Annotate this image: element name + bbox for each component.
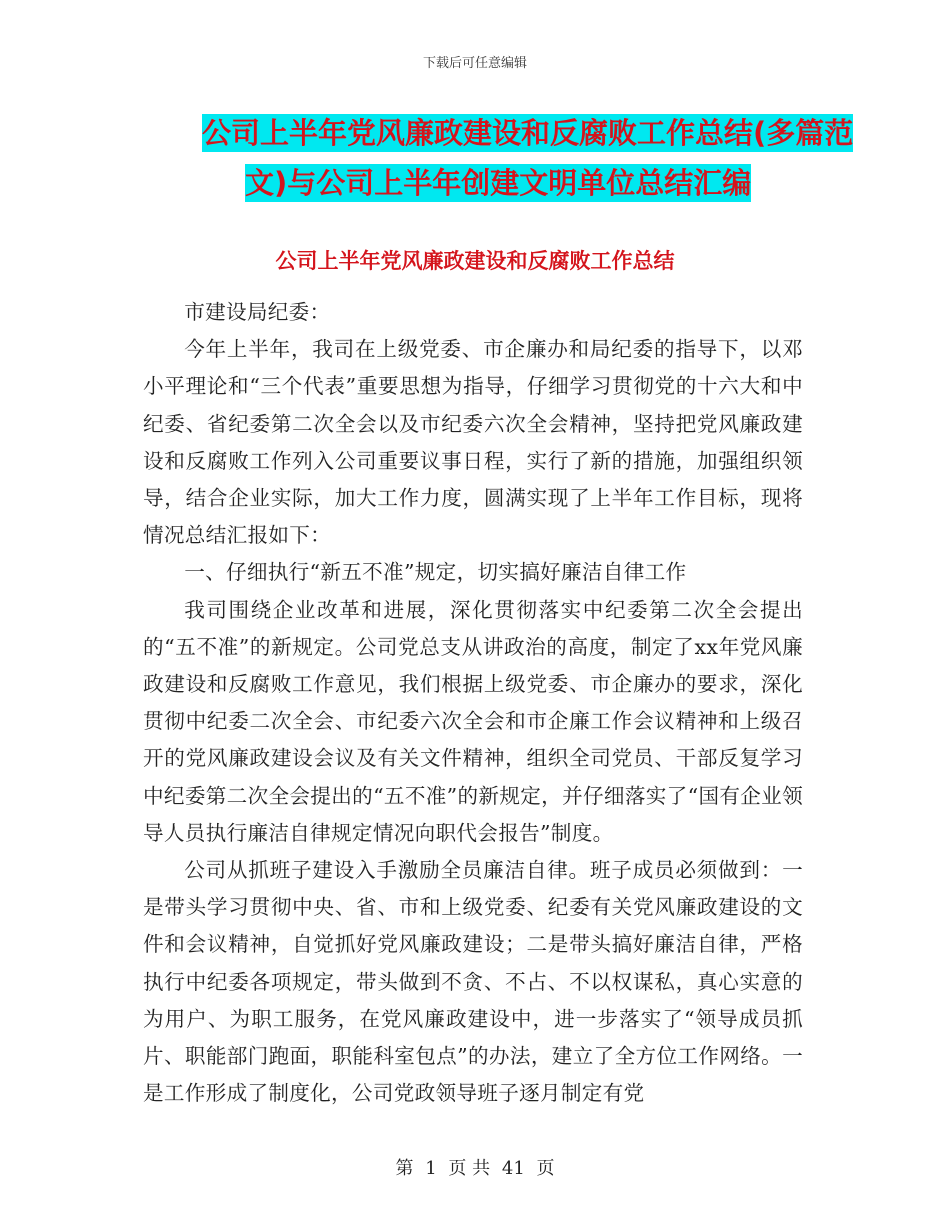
paragraph: 今年上半年，我司在上级党委、市企廉办和局纪委的指导下，以邓小平理论和“三个代表”重要思想为指导，仔细学习贯彻党的十六大和中纪委、省纪委第二次全会以及市纪委六次全会精神，坚持把党风廉政建设和反腐败工作列入公司重要议事日程，实行了新的措施，加强组织领导，结合企业实际，加大工作力度，圆满实现了上半年工作目标，现将情况总结汇报如下： [143,337,803,548]
body-text [143,294,803,1112]
footer-total-pages: 41 [501,1158,525,1179]
paragraph: 公司从抓班子建设入手激励全员廉洁自律。班子成员必须做到：一是带头学习贯彻中央、省、市和上级党委、纪委有关党风廉政建设的文件和会议精神，自觉抓好党风廉政建设；二是带头搞好廉洁自律，严格执行中纪委各项规定，带头做到不贪、不占、不以权谋私，真心实意的为用户、为职工服务，在党风廉政建设中，进一步落实了“领导成员抓片、职能部门跑面，职能科室包点”的办法，建立了全方位工作网络。一是工作形成了制度化，公司党政领导班子逐月制定有党 [143,858,803,1106]
paragraph: 我司围绕企业改革和进展，深化贯彻落实中纪委第二次全会提出的“五不准”的新规定。公司党总支从讲政治的高度，制定了xx年党风廉政建设和反腐败工作意见，我们根据上级党委、市企廉办的要求，深化贯彻中纪委二次全会、市纪委六次全会和市企廉工作会议精神和上级召开的党风廉政建设会议及有关文件精神，组织全司党员、干部反复学习中纪委第二次全会提出的“五不准”的新规定，并仔细落实了“国有企业领导人员执行廉洁自律规定情况向职代会报告”制度。 [143,597,803,845]
page-footer [0,1154,950,1180]
header-note: 下载后可任意编辑 [422,56,527,71]
document-title [0,108,950,208]
paragraph-heading: 一、仔细执行“新五不准”规定，切实搞好廉洁自律工作 [184,560,687,585]
footer-page-number: 1 [425,1158,437,1179]
title-line-1-text: 公司上半年党风廉政建设和反腐败工作总结(多篇范 [202,116,854,150]
paragraph-salutation: 市建设局纪委： [184,300,331,324]
footer-prefix: 第 [395,1158,414,1179]
title-line-2-text: 文)与公司上半年创建文明单位总结汇编 [245,166,752,200]
document-title-line-1 [0,108,950,158]
footer-suffix: 页 [536,1158,555,1179]
document-title-line-2 [0,158,950,208]
footer-middle: 页 共 [448,1158,491,1179]
section-title: 公司上半年党风廉政建设和反腐败工作总结 [275,249,675,273]
